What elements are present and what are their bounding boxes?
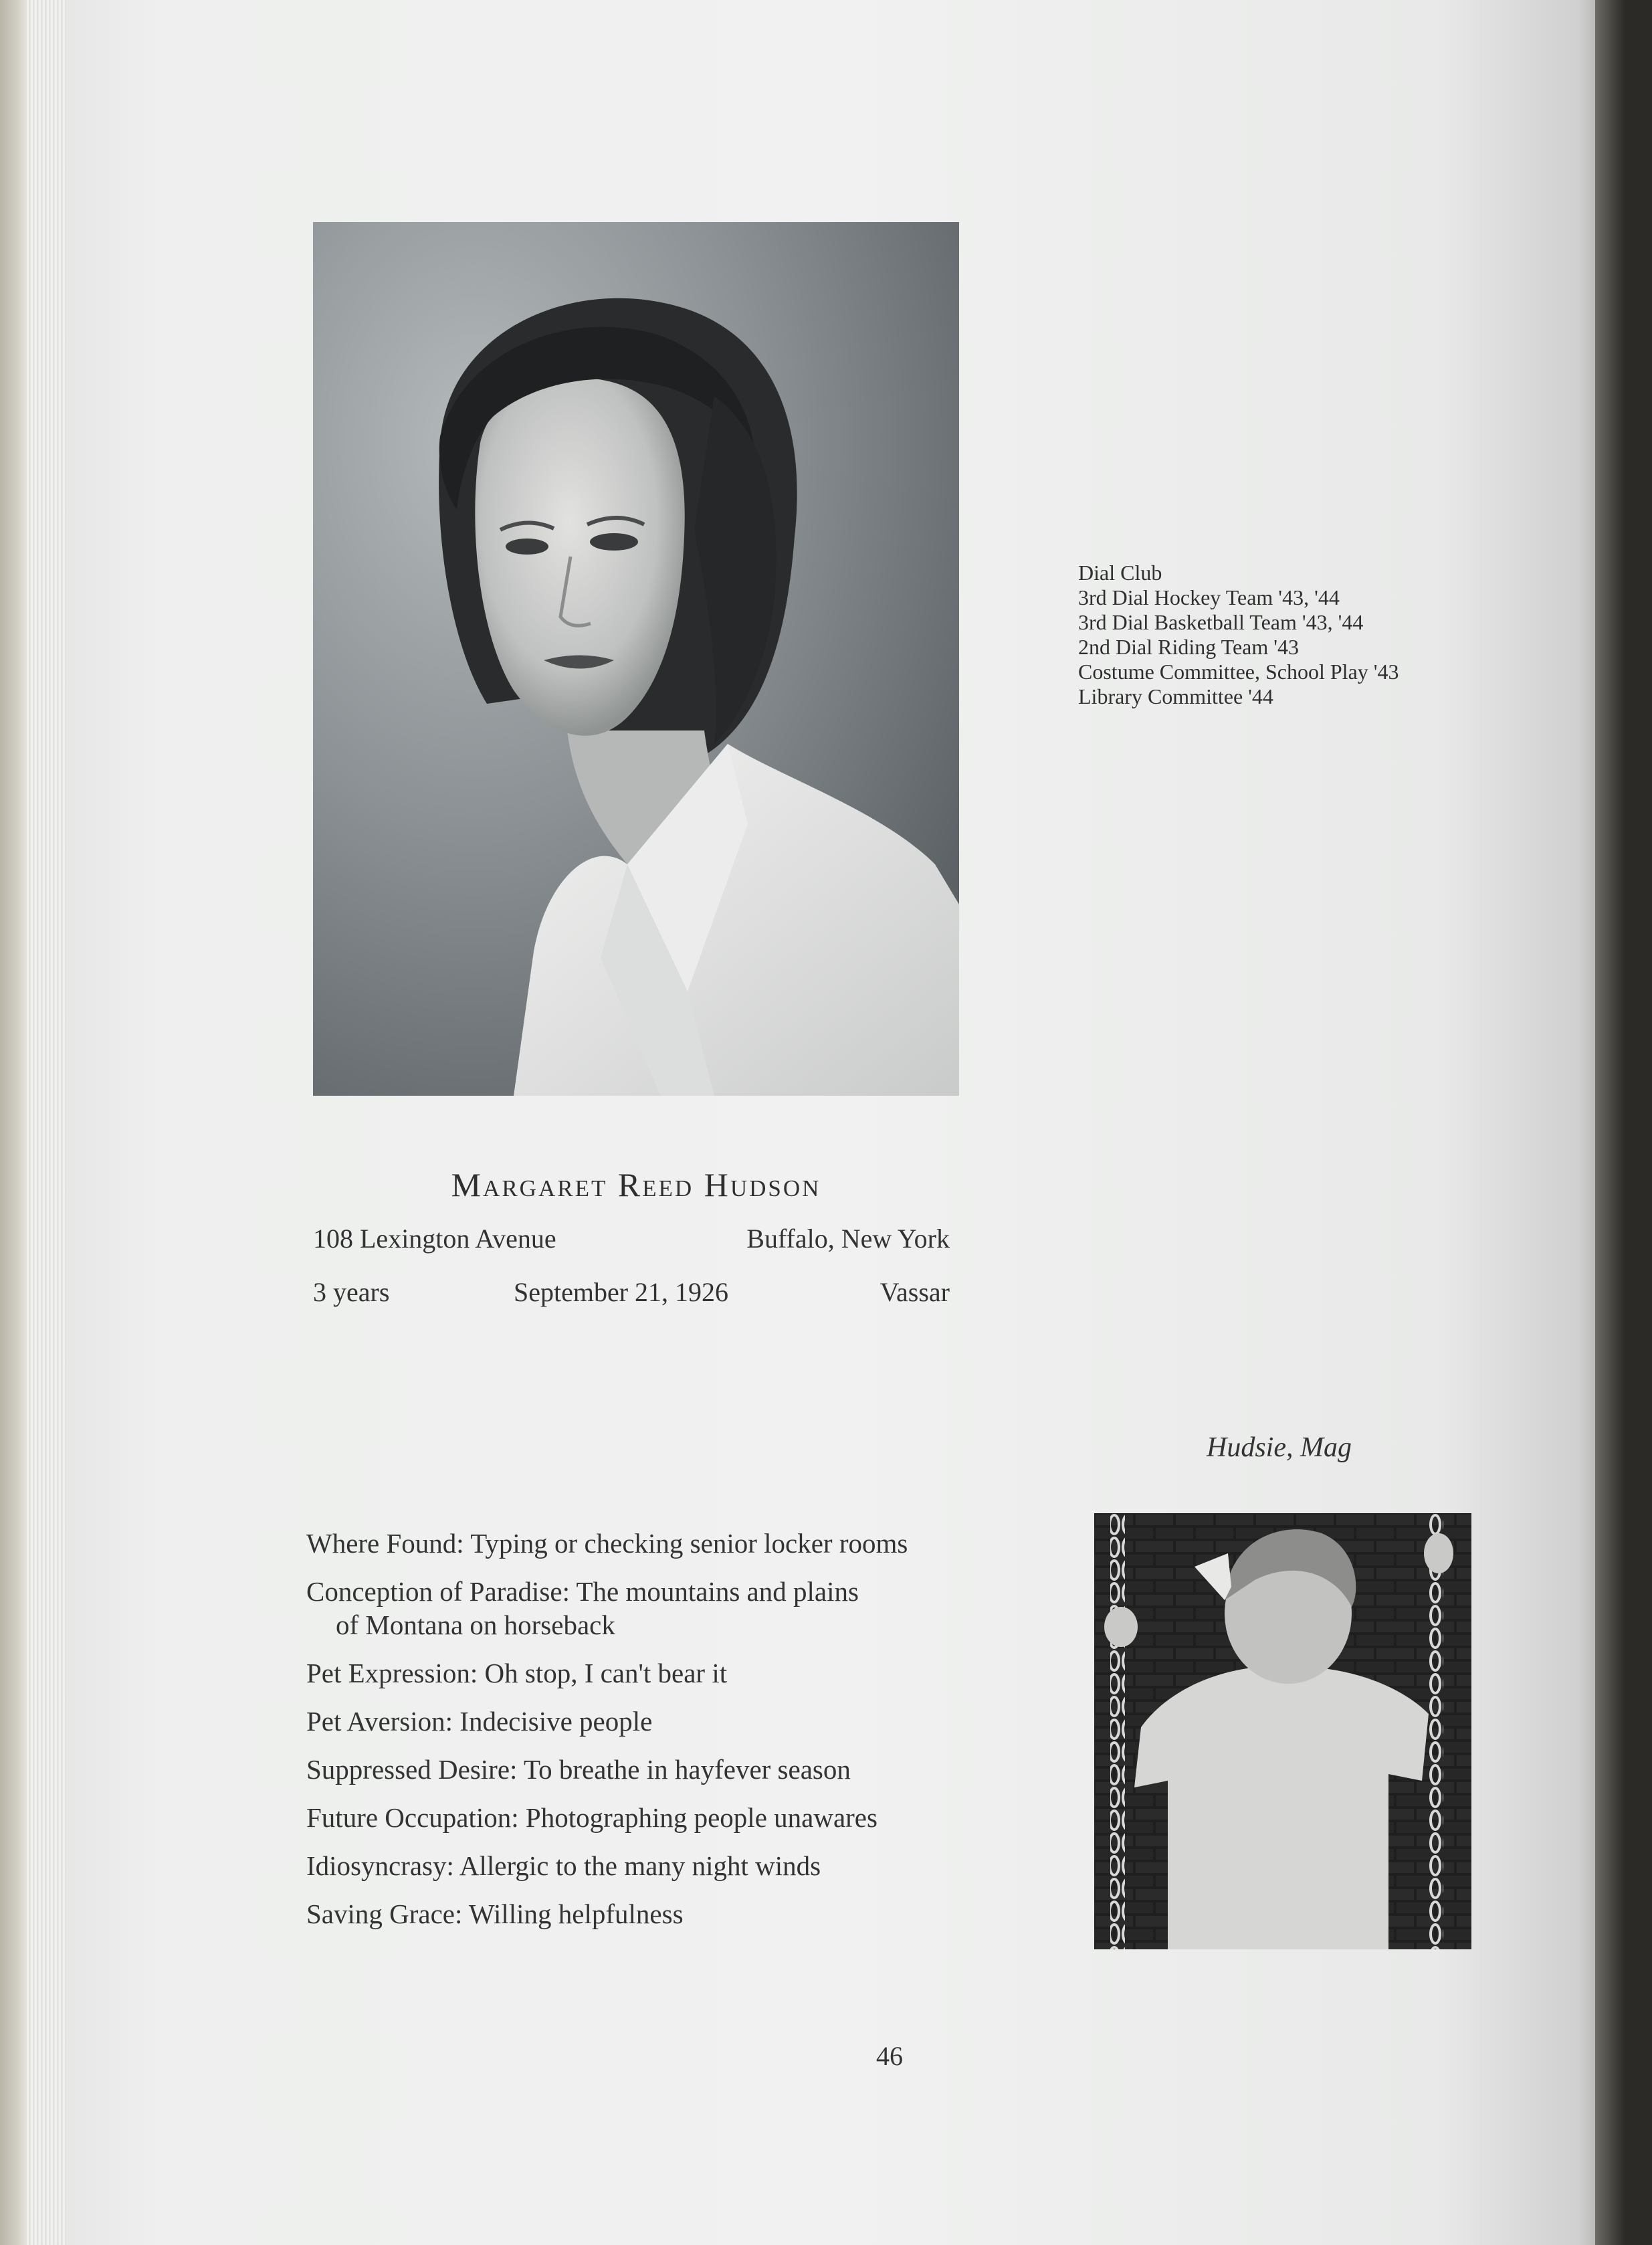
activity-item: Costume Committee, School Play '43	[1078, 660, 1399, 684]
activity-item: 3rd Dial Basketball Team '43, '44	[1078, 610, 1364, 634]
street-address: 108 Lexington Avenue	[313, 1224, 556, 1254]
activity-item: 2nd Dial Riding Team '43	[1078, 635, 1300, 659]
years-attended: 3 years	[313, 1277, 390, 1307]
quip-text: Oh stop, I can't bear it	[484, 1658, 728, 1688]
quip-label: Future Occupation:	[306, 1802, 519, 1833]
quip-label: Saving Grace:	[306, 1898, 463, 1929]
college: Vassar	[880, 1277, 950, 1307]
quip-label: Idiosyncrasy:	[306, 1850, 454, 1881]
quip-suppressed-desire	[306, 1753, 948, 1786]
quip-label: Conception of Paradise:	[306, 1576, 570, 1607]
senior-portrait-photo	[313, 222, 959, 1096]
quip-text: Typing or checking senior locker rooms	[470, 1528, 908, 1559]
childhood-illustration	[1094, 1513, 1471, 1949]
quip-label: Pet Expression:	[306, 1658, 478, 1688]
quip-pet-aversion	[306, 1704, 948, 1738]
quips-list	[306, 1527, 948, 1945]
birthdate: September 21, 1926	[514, 1277, 729, 1307]
quip-text: Photographing people unawares	[525, 1802, 877, 1833]
quip-future-occupation	[306, 1801, 948, 1834]
student-name: Margaret Reed Hudson	[451, 1166, 821, 1203]
portrait-illustration	[313, 222, 959, 1096]
city-state: Buffalo, New York	[746, 1224, 950, 1254]
quip-where-found	[306, 1527, 948, 1560]
quip-conception-of-paradise	[306, 1575, 948, 1642]
quip-text: Willing helpfulness	[468, 1898, 684, 1929]
quip-label: Suppressed Desire:	[306, 1754, 518, 1785]
page-number: 46	[876, 2041, 903, 2071]
activities-list	[1078, 561, 1399, 709]
details-row	[313, 1276, 950, 1310]
nickname: Hudsie, Mag	[1207, 1432, 1352, 1463]
address-row	[313, 1223, 950, 1256]
activity-item: 3rd Dial Hockey Team '43, '44	[1078, 585, 1340, 609]
quip-pet-expression	[306, 1656, 948, 1690]
quip-text: Allergic to the many night winds	[459, 1850, 821, 1881]
quip-text: The mountains and plains	[576, 1576, 859, 1607]
activity-item: Dial Club	[1078, 561, 1162, 585]
quip-saving-grace	[306, 1897, 948, 1931]
spine-shadow	[1595, 0, 1625, 2245]
quip-label: Where Found:	[306, 1528, 464, 1559]
quip-text-continuation: of Montana on horseback	[336, 1609, 615, 1640]
childhood-photo	[1094, 1513, 1471, 1949]
book-cover-edge	[0, 0, 27, 2245]
quip-text: Indecisive people	[459, 1706, 653, 1737]
quip-text: To breathe in hayfever season	[523, 1754, 851, 1785]
activity-item: Library Committee '44	[1078, 684, 1273, 708]
quip-idiosyncrasy	[306, 1849, 948, 1882]
quip-label: Pet Aversion:	[306, 1706, 453, 1737]
